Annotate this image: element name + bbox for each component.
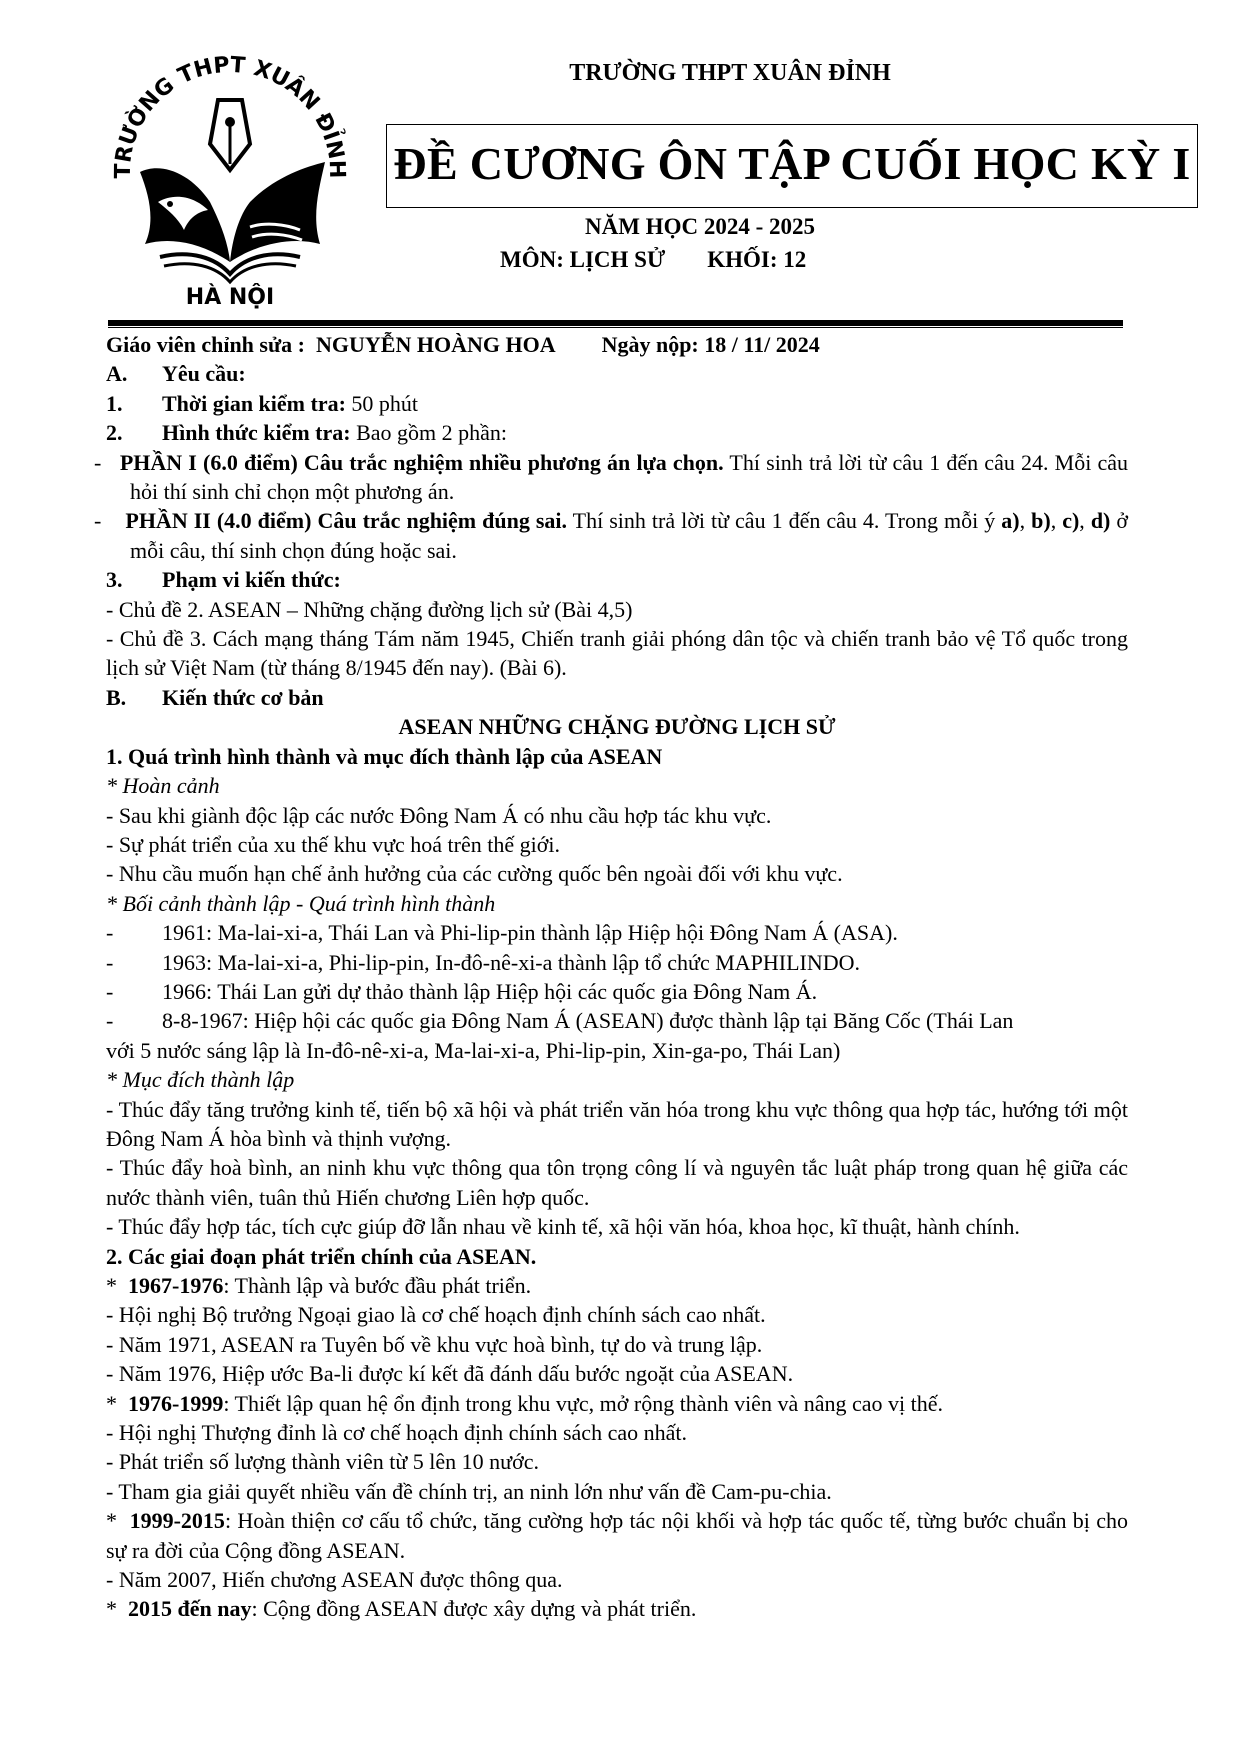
logo-text-bottom: HÀ NỘI [185,285,275,310]
purpose-heading: * Mục đích thành lập [106,1067,295,1093]
formation-line: - 1961: Ma-lai-xi-a, Thái Lan và Phi-lip-pin thành lập Hiệp hội Đông Nam Á (ASA). [106,920,898,946]
topic-heading: ASEAN NHỮNG CHẶNG ĐƯỜNG LỊCH SỬ [398,714,836,740]
period-line: - Năm 1976, Hiệp ước Ba-li được kí kết đã đánh dấu bước ngoặt của ASEAN. [106,1361,794,1387]
context-line: - Sau khi giành độc lập các nước Đông Nam Á có nhu cầu hợp tác khu vực. [106,802,772,828]
period-line: - Phát triển số lượng thành viên từ 5 lên 10 nước. [106,1449,539,1475]
school-logo [100,52,360,312]
subject-line [500,247,1000,273]
formation-line: - 1966: Thái Lan gửi dự thảo thành lập Hiệp hội các quốc gia Đông Nam Á. [106,978,818,1004]
period-line: - Hội nghị Thượng đỉnh là cơ chế hoạch định chính sách cao nhất. [106,1420,687,1446]
period-1999-2015: * 1999-2015: Hoàn thiện cơ cấu tổ chức, tăng cường hợp tác nội khối và hợp tác quốc tế, từng bước chuẩn bị cho sự ra đời của Cộng đồng ASEAN. [106,1508,1128,1563]
part-2-description: - PHẦN II (4.0 điểm) Câu trắc nghiệm đúng sai. Thí sinh trả lời từ câu 1 đến câu 4. Trong mỗi ý a), b), c), d) ở mỗi câu, thí sinh chọn đúng hoặc sai. [94,508,1129,563]
period-line: - Hội nghị Bộ trưởng Ngoại giao là cơ chế hoạch định chính sách cao nhất. [106,1302,766,1328]
period-line: - Tham gia giải quyết nhiều vấn đề chính trị, an ninh lớn như vấn đề Cam-pu-chia. [106,1478,832,1504]
period-line: - Năm 2007, Hiến chương ASEAN được thông qua. [106,1567,563,1593]
subject: MÔN: LỊCH SỬ [500,247,666,272]
formation-line: - 1963: Ma-lai-xi-a, Phi-lip-pin, In-đô-nê-xi-a thành lập tổ chức MAPHILINDO. [106,949,861,975]
part-1-description: - PHẦN I (6.0 điểm) Câu trắc nghiệm nhiều phương án lựa chọn. Thí sinh trả lời từ câu 1 đến câu 24. Mỗi câu hỏi thí sinh chỉ chọn một phương án. [94,449,1129,505]
purpose-line: - Thúc đẩy tăng trưởng kinh tế, tiến bộ xã hội và phát triển văn hóa trong khu vực thông qua hợp tác, hướng tới một Đông Nam Á hòa bình và thịnh vượng. [106,1096,1128,1151]
purpose-line: - Thúc đẩy hoà bình, an ninh khu vực thông qua tôn trọng công lí và nguyên tắc luật pháp trong quan hệ giữa các nước thành viên, tuân thủ Hiến chương Liên hợp quốc. [106,1155,1128,1210]
header-divider-thin [108,327,1123,328]
school-year: NĂM HỌC 2024 - 2025 [585,214,815,239]
title-box [386,124,1198,208]
item-1: 1. Thời gian kiểm tra: 50 phút [106,390,419,416]
meta-line [106,330,1128,359]
formation-heading: * Bối cảnh thành lập - Quá trình hình thành [106,890,496,916]
scope-1: - Chủ đề 2. ASEAN – Những chặng đường lịch sử (Bài 4,5) [106,596,633,622]
document-title: ĐỀ CƯƠNG ÔN TẬP CUỐI HỌC KỲ I [393,138,1191,189]
item-3: 3. Phạm vi kiến thức: [106,567,341,593]
context-heading: * Hoàn cảnh [106,773,220,799]
header-divider [108,320,1123,326]
logo-text-top: TRƯỜNG THPT XUÂN ĐỈNH [110,52,350,179]
teacher-label: Giáo viên chỉnh sửa : [106,332,306,357]
grade: KHỐI: 12 [707,247,807,272]
school-name: TRƯỜNG THPT XUÂN ĐỈNH [569,60,891,86]
purpose-line: - Thúc đẩy hợp tác, tích cực giúp đỡ lẫn nhau về kinh tế, xã hội văn hóa, khoa học, kĩ thuật, hành chính. [106,1214,1020,1240]
period-2015-now: * 2015 đến nay: Cộng đồng ASEAN được xây dựng và phát triển. [106,1596,697,1622]
period-line: - Năm 1971, ASEAN ra Tuyên bố về khu vực hoà bình, tự do và trung lập. [106,1331,763,1357]
section-b-heading: B. Kiến thức cơ bản [106,684,324,710]
document-body [94,330,1129,1624]
item-2: 2. Hình thức kiểm tra: Bao gồm 2 phần: [106,420,508,446]
formation-line-cont: với 5 nước sáng lập là In-đô-nê-xi-a, Ma-lai-xi-a, Phi-lip-pin, Xin-ga-po, Thái Lan) [106,1037,841,1063]
formation-line: - 8-8-1967: Hiệp hội các quốc gia Đông Nam Á (ASEAN) được thành lập tại Băng Cốc (Thái Lan [106,1008,1014,1034]
scope-2: - Chủ đề 3. Cách mạng tháng Tám năm 1945, Chiến tranh giải phóng dân tộc và chiến tranh bảo vệ Tổ quốc trong lịch sử Việt Nam (từ tháng 8/1945 đến nay). (Bài 6). [106,626,1128,681]
context-line: - Sự phát triển của xu thế khu vực hoá trên thế giới. [106,831,560,857]
submit-date: Ngày nộp: 18 / 11/ 2024 [601,332,820,357]
teacher-name: NGUYỄN HOÀNG HOA [316,332,556,357]
period-1967-1976: * 1967-1976: Thành lập và bước đầu phát triển. [106,1273,532,1298]
period-1976-1999: * 1976-1999: Thiết lập quan hệ ổn định trong khu vực, mở rộng thành viên và nâng cao vị thế. [106,1390,943,1416]
subsection-1-title: 1. Quá trình hình thành và mục đích thành lập của ASEAN [106,743,663,769]
section-a-heading: A. Yêu cầu: [106,361,246,387]
subsection-2-title: 2. Các giai đoạn phát triển chính của ASEAN. [106,1243,537,1269]
context-line: - Nhu cầu muốn hạn chế ảnh hưởng của các cường quốc bên ngoài đối với khu vực. [106,861,843,887]
